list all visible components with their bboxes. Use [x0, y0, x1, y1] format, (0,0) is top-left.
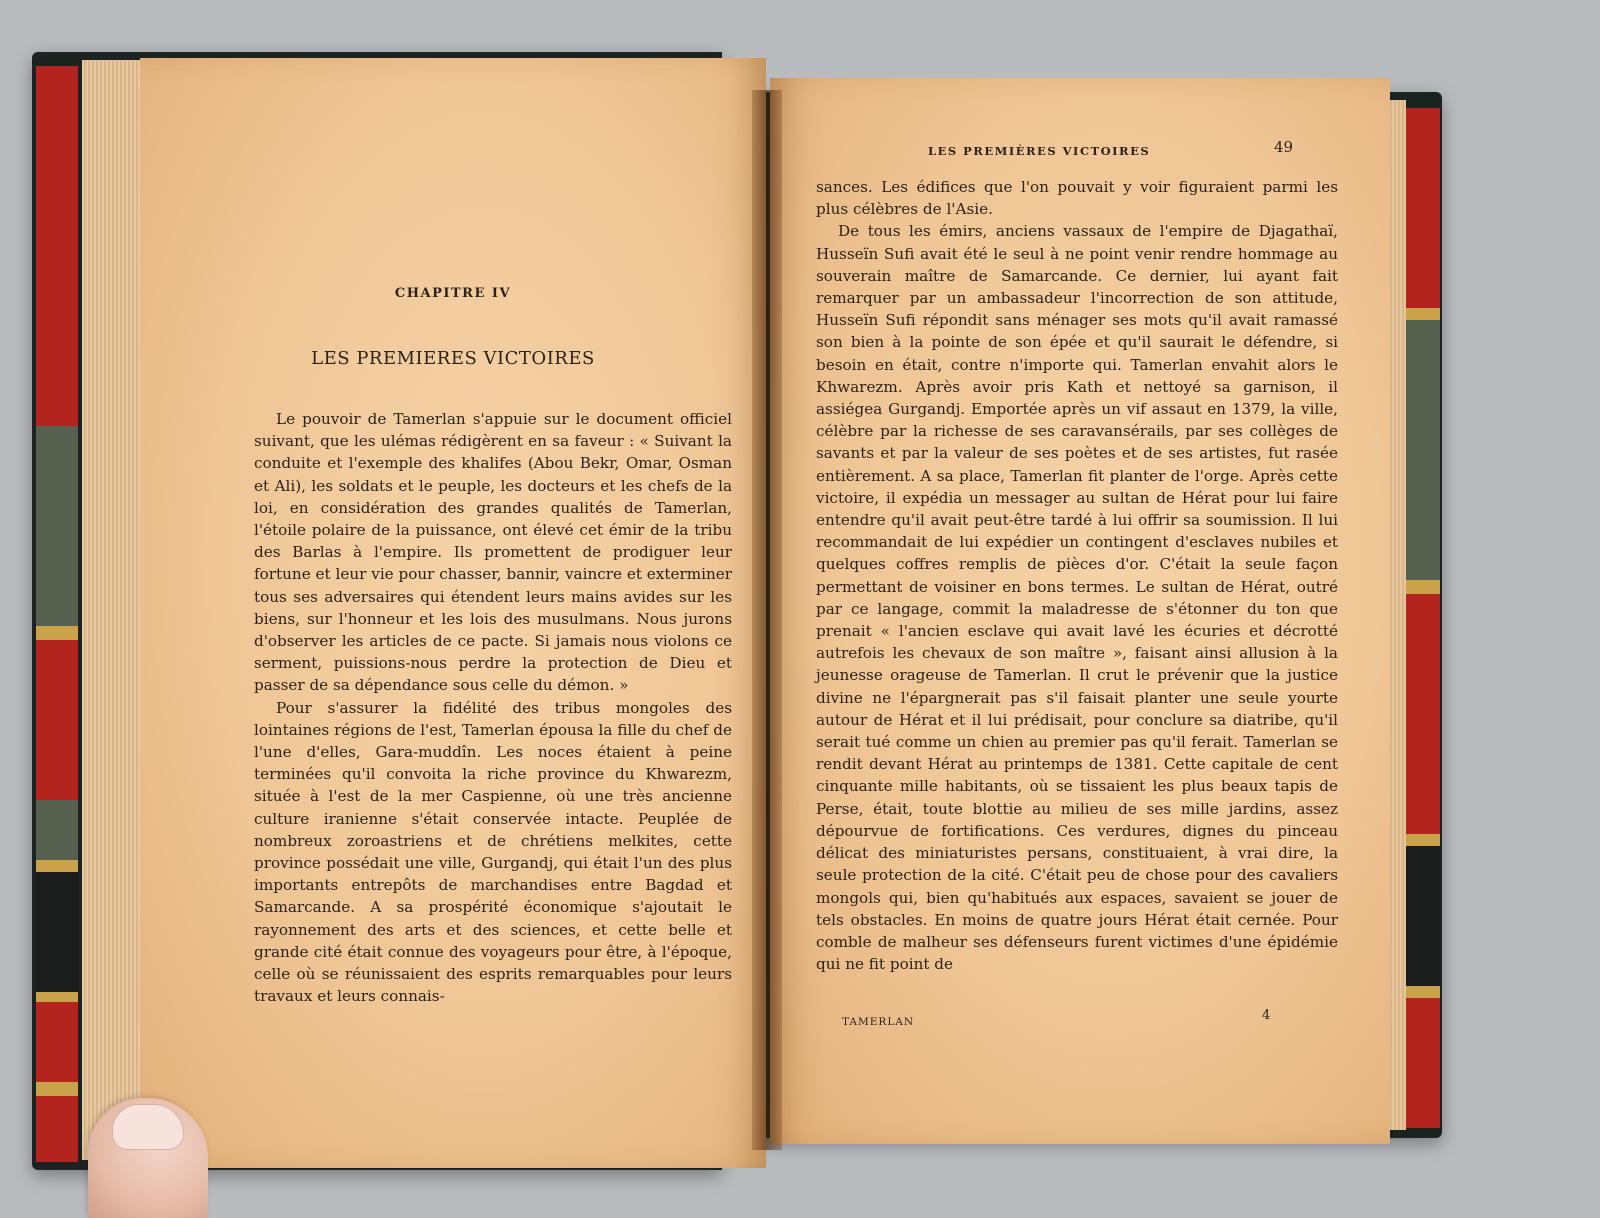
marbled-edge-right [1400, 108, 1440, 1128]
signature-number: 4 [1262, 1008, 1271, 1023]
running-head: LES PREMIÈRES VICTOIRES [928, 144, 1151, 158]
marbled-edge-left [36, 66, 78, 1162]
left-page [140, 58, 766, 1168]
paragraph: sances. Les édifices que l'on pouvait y voir figuraient parmi les plus célèbres de l'Asie. [816, 178, 1338, 219]
book-gutter [752, 90, 782, 1150]
paragraph: De tous les émirs, anciens vassaux de l'empire de Djagathaï, Husseïn Sufi avait été le seul à ne point venir rendre hommage au souverain maître de Samarcande. Ce dernier, lui ayant fait remarquer par un ambassadeur l'incorrection de son attitude, Husseïn Sufi répondit sans ménager ses mots qu'il avait ramassé son bien à la pointe de son épée et qu'il saurait le défendre, si besoin en était, contre n'importe qui. Tamerlan envahit alors le Khwarezm. Après avoir pris Kath et nettoyé sa garnison, il assiégea Gurgandj. Emportée après un vif assaut en 1379, la ville, célèbre par la richesse de ses caravansérails, par ses collèges de savants et par la valeur de ses poètes et de ses artistes, fut rasée entièrement. A sa place, Tamerlan fit planter de l'orge. Après cette victoire, il expédia un messager au sultan de Hérat pour lui faire entendre qu'il avait peut-être tardé à lui offrir sa soumission. Il lui recommandait de lui expédier un contingent d'esclaves nubiles et quelques coffres remplis de pièces d'or. C'était la seule façon permettant de voisiner en bons termes. Le sultan de Hérat, outré par ce langage, commit la maladresse de s'étonner du ton que prenait « l'ancien esclave qui avait lavé les écuries et décrotté autrefois les chevaux de son maître », faisant ainsi allusion à la jeunesse orageuse de Tamerlan. Il crut le prévenir que la justice divine ne l'épargnerait pas s'il faisait planter une seule yourte autour de Hérat et il lui prédisait, pour conclure sa diatribe, qu'il serait tué comme un chien au premier pas qu'il ferait. Tamerlan se rendit devant Hérat au printemps de 1381. Cette capitale de cent cinquante mille habitants, où se tissaient les plus beaux tapis de Perse, était, toute blottie au milieu de ses mille jardins, assez dépourvue de fortifications. Ces verdures, dignes du pinceau délicat des miniaturistes persans, constituaient, à vrai dire, la seule protection de la cité. C'était peu de chose pour des cavaliers mongols qui, bien qu'habitués aux espaces, savaient se jouer de tels obstacles. En moins de quatre jours Hérat était cernée. Pour comble de malheur ses défenseurs furent victimes d'une épidémie qui ne fit point de [816, 222, 1338, 974]
right-page-text [816, 176, 1338, 975]
paragraph: Pour s'assurer la fidélité des tribus mongoles des lointaines régions de l'est, Tamerlan épousa la fille du chef de l'une d'elles, Gara-muddîn. Les noces étaient à peine terminées qu'il convoita la riche province du Khwarezm, située à l'est de la mer Caspienne, où une très ancienne culture iranienne s'était conservée intacte. Peuplée de nombreux zoroastriens et de chrétiens melkites, cette province possédait une ville, Gurgandj, qui était l'un des plus importants entrepôts de marchandises entre Bagdad et Samarcande. A sa prospérité économique s'ajoutait le rayonnement des arts et des sciences, et cette belle et grande cité était connue des voyageurs pour être, à l'époque, celle où se réunissaient des esprits remarquables pour leurs travaux et leurs connais- [254, 698, 732, 1006]
chapter-label: CHAPITRE IV [394, 286, 512, 301]
left-page-text [254, 408, 732, 1007]
page-number: 49 [1274, 138, 1294, 156]
signature-mark: TAMERLAN [842, 1016, 915, 1028]
right-page [770, 78, 1390, 1144]
chapter-title: LES PREMIERES VICTOIRES [311, 348, 595, 369]
thumbnail-nail [112, 1104, 184, 1150]
paragraph: Le pouvoir de Tamerlan s'appuie sur le document officiel suivant, que les ulémas rédigèrent en sa faveur : « Suivant la conduite et l'exemple des khalifes (Abou Bekr, Omar, Osman et Ali), les soldats et le peuple, les docteurs et les chefs de la loi, en considération des grandes qualités de Tamerlan, l'étoile polaire de la puissance, ont élevé cet émir de la tribu des Barlas à l'empire. Ils promettent de prodiguer leur fortune et leur vie pour chasser, bannir, vaincre et exterminer tous ses adversaires qui étendent leurs mains avides sur les biens, sur l'honneur et les lois des musulmans. Nous jurons d'observer les articles de ce pacte. Si jamais nous violons ce serment, puissions-nous perdre la protection de Dieu et passer de sa dépendance sous celle du démon. » [254, 410, 732, 695]
